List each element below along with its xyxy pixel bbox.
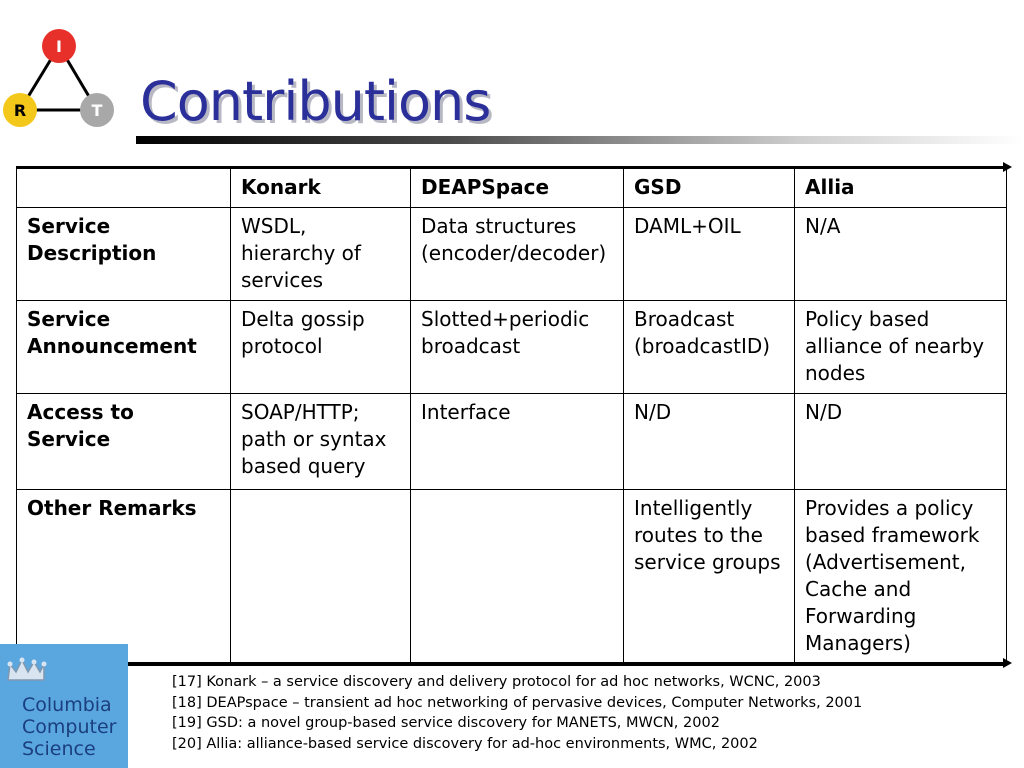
header-cell-empty	[17, 169, 231, 208]
row-head-service-description: Service Description	[17, 208, 231, 301]
crown-icon	[4, 656, 48, 684]
irt-logo	[0, 26, 124, 136]
header-cell-deapspace: DEAPSpace	[411, 169, 624, 208]
cell-deapspace: Slotted+periodic broadcast	[411, 301, 624, 394]
svg-text:R: R	[13, 101, 27, 120]
svg-text:T: T	[91, 101, 103, 120]
cell-deapspace: Interface	[411, 394, 624, 490]
reference-item: [17] Konark – a service discovery and delivery protocol for ad hoc networks, WCNC, 2003	[172, 674, 821, 690]
cell-allia: N/D	[795, 394, 1007, 490]
table-bottom-arrow-icon	[1003, 658, 1012, 668]
cell-gsd: N/D	[624, 394, 795, 490]
cell-konark	[231, 490, 411, 666]
table-row	[17, 208, 1007, 301]
header-cell-allia: Allia	[795, 169, 1007, 208]
columbia-cs-logo-text: Columbia Computer Science	[22, 694, 117, 760]
table-header-row	[17, 169, 1007, 208]
table-bottom-rule	[16, 662, 1008, 665]
header-cell-gsd: GSD	[624, 169, 795, 208]
columbia-cs-logo	[0, 644, 128, 768]
cell-konark: WSDL, hierarchy of services	[231, 208, 411, 301]
row-head-access-to-service: Access to Service	[17, 394, 231, 490]
cell-allia: Policy based alliance of nearby nodes	[795, 301, 1007, 394]
table-row	[17, 394, 1007, 490]
cell-konark: Delta gossip protocol	[231, 301, 411, 394]
cell-konark: SOAP/HTTP; path or syntax based query	[231, 394, 411, 490]
cell-gsd: Intelligently routes to the service groups	[624, 490, 795, 666]
references-list	[172, 672, 862, 754]
cell-deapspace	[411, 490, 624, 666]
cell-gsd: DAML+OIL	[624, 208, 795, 301]
svg-text:I: I	[56, 37, 62, 56]
reference-item: [18] DEAPspace – transient ad hoc networking of pervasive devices, Computer Networks, 2001	[172, 694, 863, 711]
cell-gsd: Broadcast (broadcastID)	[624, 301, 795, 394]
cell-allia: N/A	[795, 208, 1007, 301]
table-row	[17, 301, 1007, 394]
comparison-table	[16, 168, 1007, 666]
logo-node-i	[42, 29, 76, 63]
reference-item: [19] GSD: a novel group-based service discovery for MANETS, MWCN, 2002	[172, 715, 720, 731]
reference-item: [20] Allia: alliance-based service discovery for ad-hoc environments, WMC, 2002	[172, 735, 758, 752]
row-head-service-announcement: Service Announcement	[17, 301, 231, 394]
title-underline-bar	[136, 136, 1024, 144]
cell-allia: Provides a policy based framework (Advertisement, Cache and Forwarding Managers)	[795, 490, 1007, 666]
logo-node-t	[80, 93, 114, 127]
header-cell-konark: Konark	[231, 169, 411, 208]
row-head-other-remarks: Other Remarks	[17, 490, 231, 666]
table-row	[17, 490, 1007, 666]
cell-deapspace: Data structures (encoder/decoder)	[411, 208, 624, 301]
slide-title: Contributions	[140, 70, 491, 133]
comparison-table-wrapper	[16, 168, 1007, 666]
logo-node-r	[3, 93, 37, 127]
